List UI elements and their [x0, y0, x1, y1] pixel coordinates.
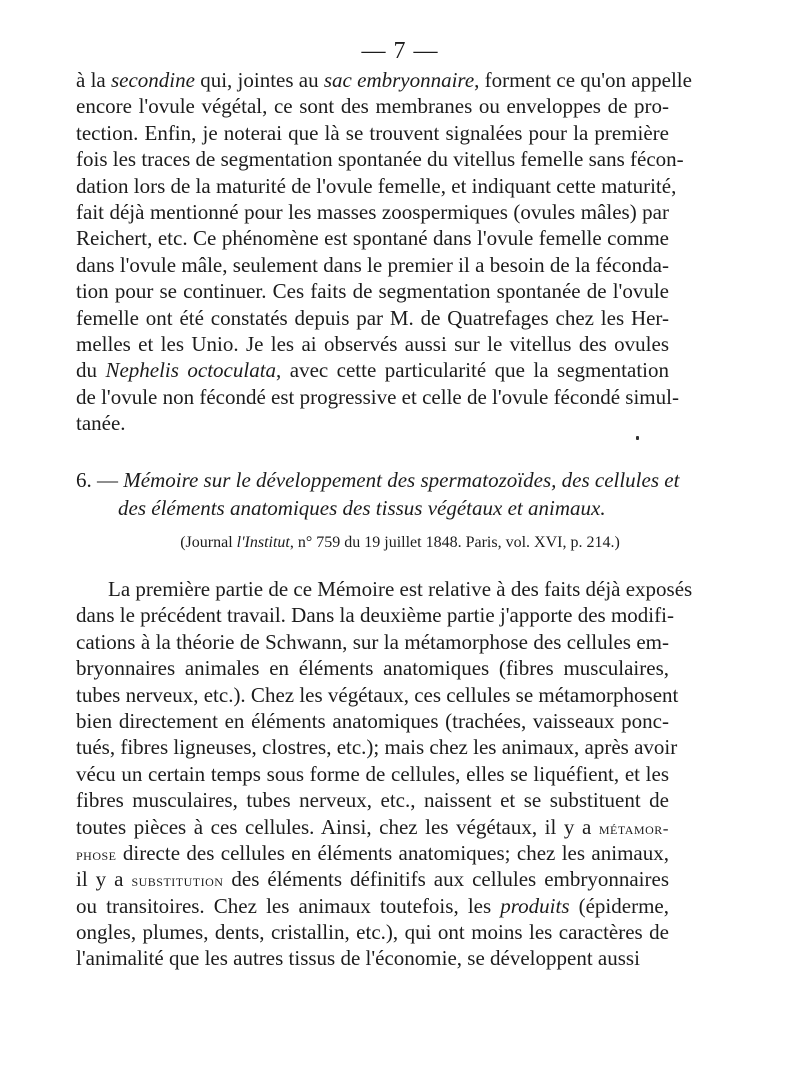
text-line — [76, 866, 669, 892]
text-line — [76, 814, 669, 840]
text-line — [76, 602, 674, 628]
text-line — [76, 67, 692, 93]
text-line — [76, 682, 679, 708]
small-caps-run: phose — [76, 844, 117, 864]
citation — [0, 534, 800, 552]
text-run: des éléments définitifs aux cellules embryonnaires — [223, 867, 669, 892]
text-line — [76, 173, 677, 199]
text-line — [76, 734, 678, 760]
text-line — [76, 331, 669, 357]
heading-title-part-2: des éléments anatomiques des tissus végétaux et animaux. — [118, 496, 606, 520]
text-line — [76, 945, 669, 971]
text-run: ongles, plumes, dents, cristallin, etc.), qui ont moins les caractères de — [76, 920, 669, 945]
text-line — [76, 919, 669, 945]
text-line — [76, 410, 669, 436]
text-run: Reichert, etc. Ce phénomène est spontané dans l'ovule femelle comme — [76, 226, 669, 251]
text-line — [76, 199, 669, 225]
text-run: , n° 759 du 19 juillet 1848. Paris, vol. XVI, p. 214.) — [289, 534, 620, 551]
text-run: qui, jointes au — [194, 68, 324, 92]
text-line — [76, 146, 684, 172]
text-run: tanée. — [76, 411, 126, 436]
small-caps-run: métamor- — [598, 818, 669, 838]
text-line — [76, 384, 679, 410]
text-run: vécu un certain temps sous forme de cellules, elles se liquéfient, et les — [76, 761, 669, 786]
heading-title-part-1: Mémoire sur le développement des spermatozoïdes, des cellules et — [123, 468, 680, 492]
text-run: à la — [76, 68, 111, 92]
text-line — [76, 305, 669, 331]
text-line — [76, 278, 669, 304]
text-line — [76, 576, 693, 602]
text-line — [76, 655, 669, 681]
italic-run: l'Institut — [236, 534, 290, 551]
paragraph-ovule — [76, 67, 692, 436]
text-line — [76, 357, 669, 383]
text-run: fibres musculaires, tubes nerveux, etc., naissent et se substituent de — [76, 788, 669, 813]
text-line — [76, 840, 669, 866]
heading-line-2 — [76, 494, 669, 522]
print-speck — [636, 436, 639, 440]
text-run: il y a — [76, 867, 132, 892]
text-run: , forment ce qu'on appelle — [474, 68, 692, 92]
text-run: melles et les Unio. Je les ai observés aussi sur le vitellus des ovules — [76, 331, 669, 356]
text-line — [76, 761, 669, 787]
italic-run: produits — [500, 893, 570, 918]
text-line — [76, 225, 669, 251]
italic-run: sac embryonnaire — [323, 68, 475, 92]
text-run: du — [76, 358, 106, 383]
text-line — [76, 93, 669, 119]
text-run: tion pour se continuer. Ces faits de segmentation spontanée de l'ovule — [76, 279, 669, 304]
heading-number: 6. — — [76, 468, 124, 492]
text-run: ou transitoires. Chez les animaux toutefois, les — [76, 893, 501, 918]
text-run: (épiderme, — [569, 893, 669, 918]
text-run: l'animalité que les autres tissus de l'économie, se développent aussi — [76, 946, 640, 971]
text-run: bien directement en éléments anatomiques (trachées, vaisseaux ponc- — [76, 708, 669, 733]
text-line — [76, 787, 669, 813]
section-heading — [76, 466, 680, 522]
italic-run: secondine — [110, 68, 195, 92]
text-run: tection. Enfin, je noterai que là se trouvent signalées pour la première — [76, 120, 669, 145]
text-run: toutes pièces à ces cellules. Ainsi, chez les végétaux, il y a — [76, 814, 599, 839]
italic-run: Nephelis octoculata — [105, 358, 277, 383]
text-run: , avec cette particularité que la segmentation — [276, 358, 669, 383]
page-number: — 7 — — [361, 38, 439, 64]
text-run: femelle ont été constatés depuis par M. de Quatrefages chez les Her- — [76, 305, 669, 330]
text-run: directe des cellules en éléments anatomiques; chez les animaux, — [116, 840, 669, 865]
text-run: (Journal — [180, 534, 237, 551]
text-run: tubes nerveux, etc.). Chez les végétaux, ces cellules se métamorphosent — [76, 682, 679, 707]
text-run: encore l'ovule végétal, ce sont des membranes ou enveloppes de pro- — [76, 94, 669, 119]
text-run: dans le précédent travail. Dans la deuxième partie j'apporte des modifi- — [76, 603, 674, 628]
text-line — [76, 120, 669, 146]
text-run: tués, fibres ligneuses, clostres, etc.); mais chez les animaux, après avoir — [76, 735, 678, 760]
text-line — [76, 708, 669, 734]
text-line — [76, 893, 669, 919]
text-run: La première partie de ce Mémoire est relative à des faits déjà exposés — [108, 577, 693, 601]
text-line — [76, 252, 669, 278]
text-run: dation lors de la maturité de l'ovule femelle, et indiquant cette maturité, — [76, 173, 677, 198]
text-run: bryonnaires animales en éléments anatomiques (fibres musculaires, — [76, 656, 669, 681]
text-run: cations à la théorie de Schwann, sur la métamorphose des cellules em- — [76, 629, 669, 654]
paragraph-memoire — [76, 576, 693, 972]
text-run: de l'ovule non fécondé est progressive et celle de l'ovule fécondé simul- — [76, 384, 679, 409]
small-caps-run: substitution — [131, 871, 224, 891]
text-run: fait déjà mentionné pour les masses zoospermiques (ovules mâles) par — [76, 199, 669, 224]
text-line — [76, 629, 669, 655]
text-run: dans l'ovule mâle, seulement dans le premier il a besoin de la féconda- — [76, 252, 669, 277]
text-run: fois les traces de segmentation spontanée du vitellus femelle sans fécon- — [76, 147, 684, 172]
heading-line-1 — [76, 466, 680, 494]
